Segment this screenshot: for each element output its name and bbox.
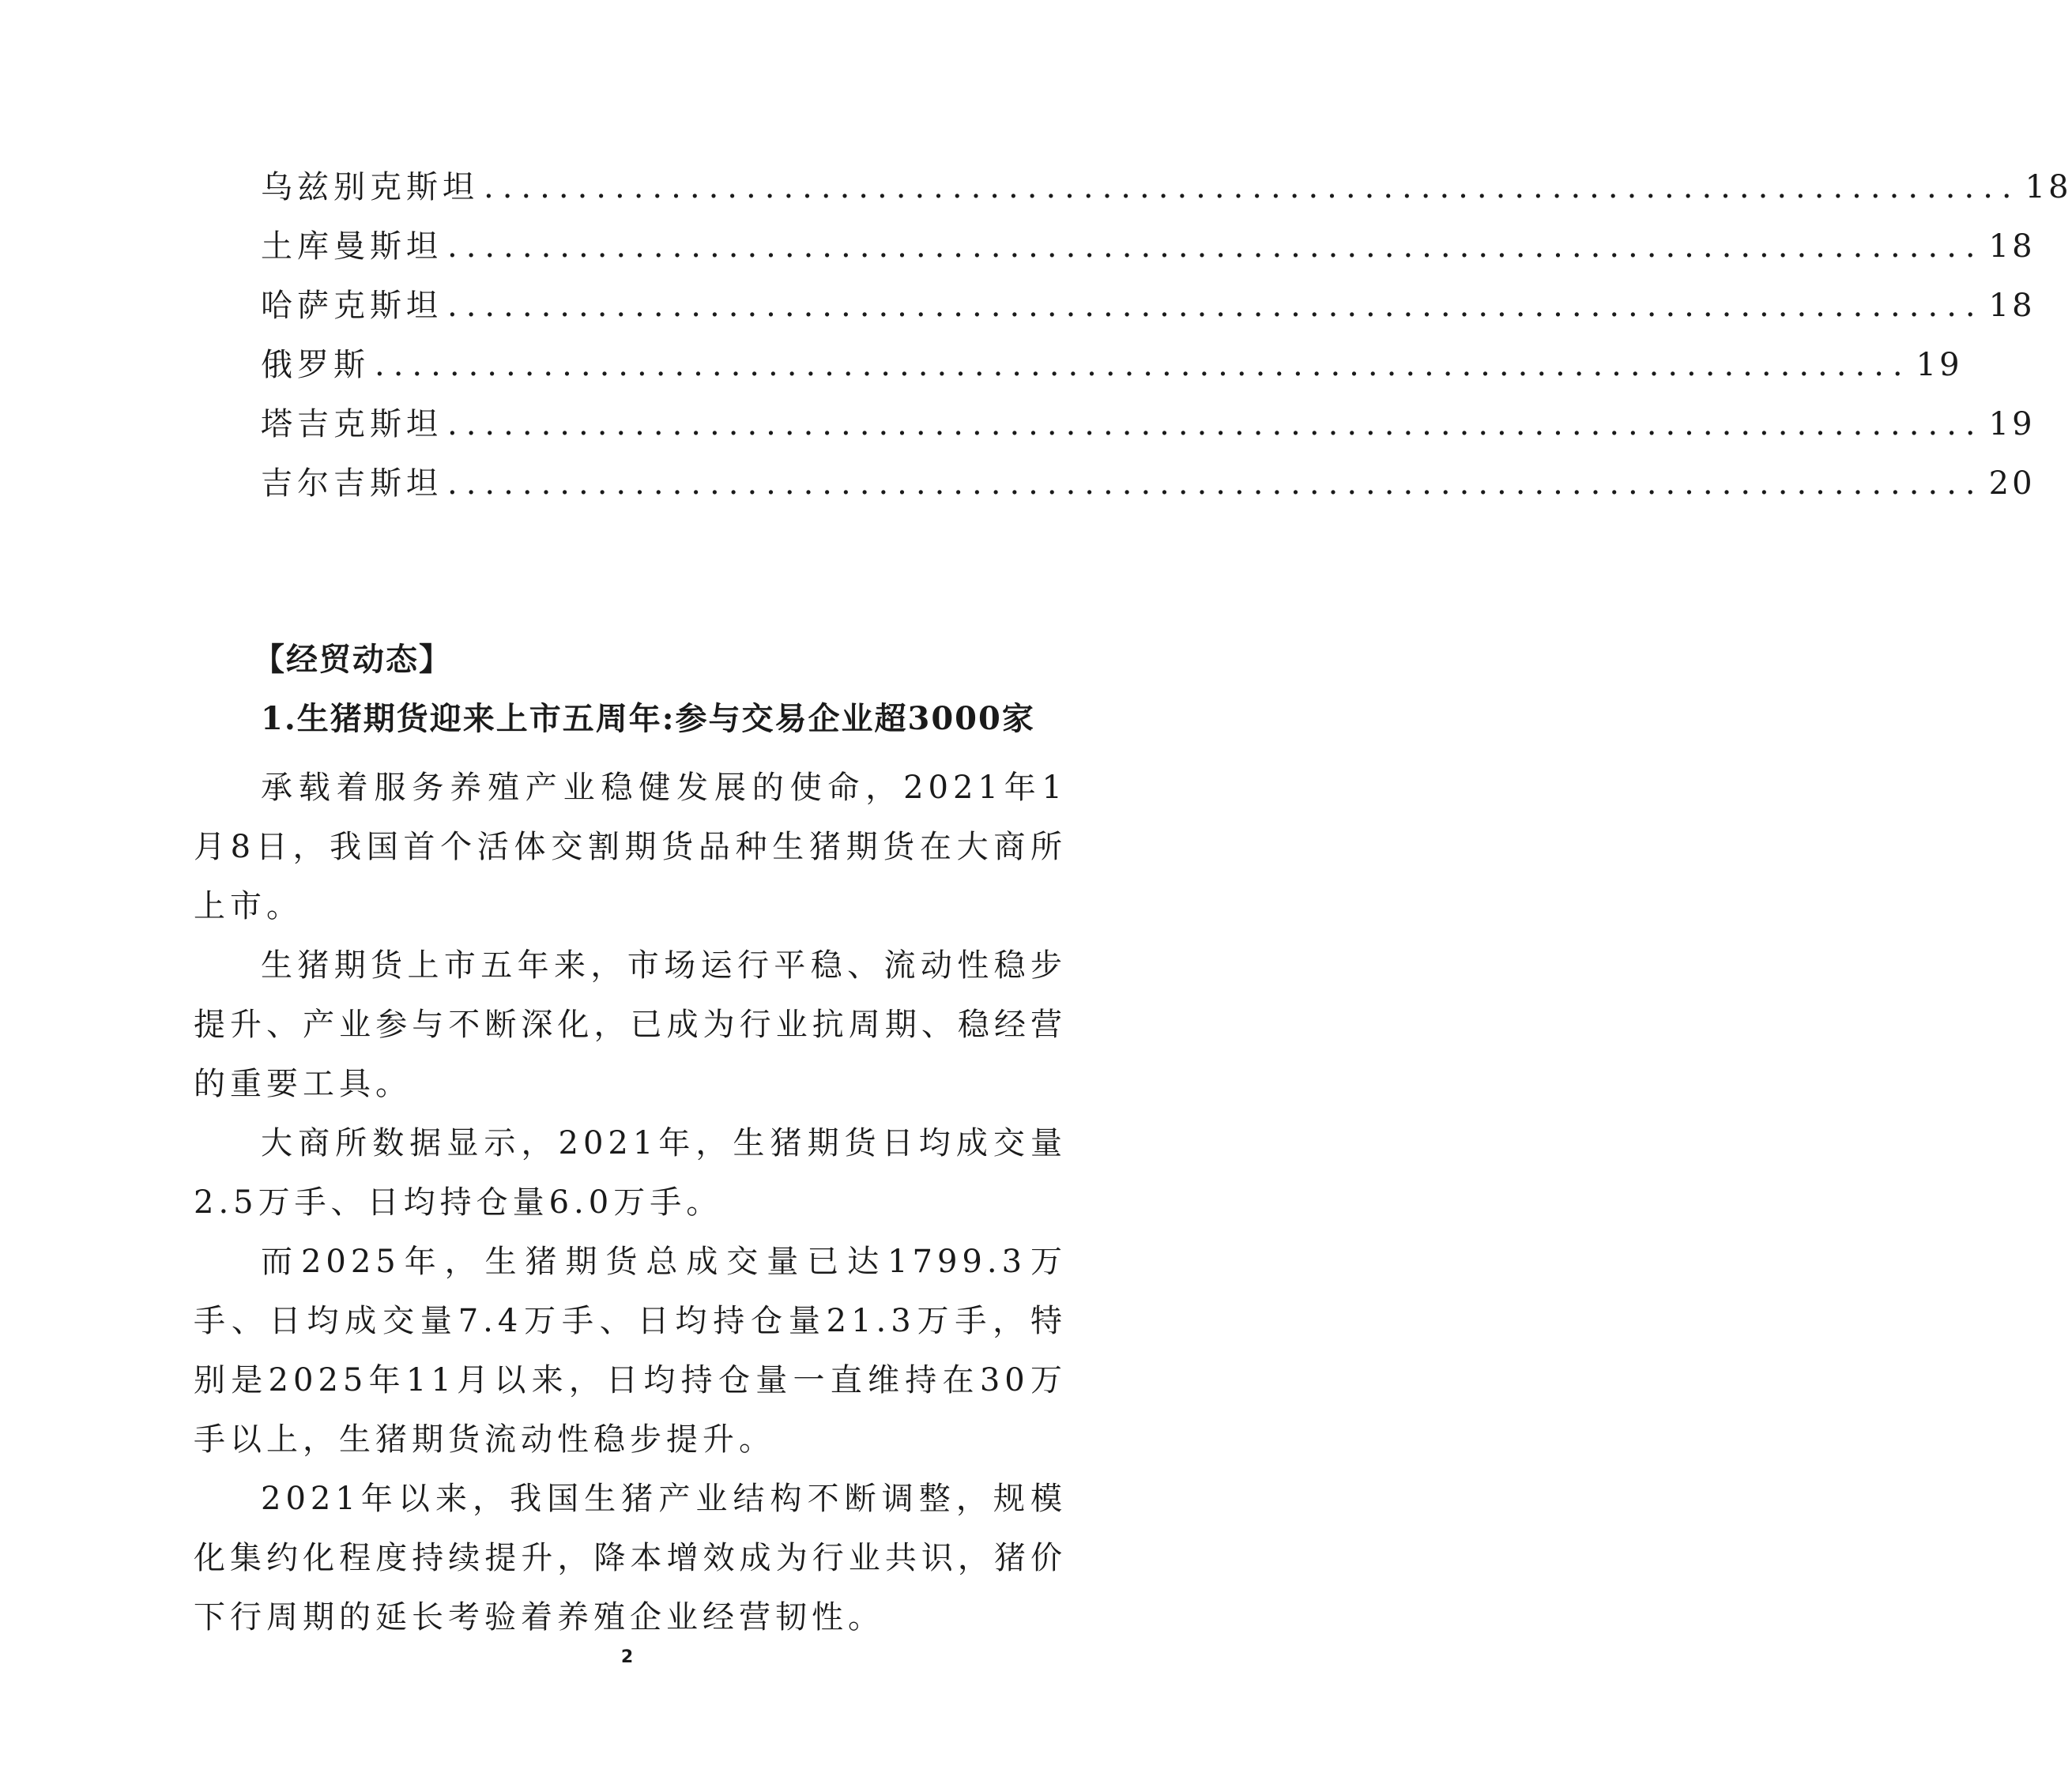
toc-entry-page: 20 (1988, 465, 2036, 502)
toc-leader-dots: .................................................................................. (447, 406, 1984, 442)
toc-leader-dots: .................................................................................. (375, 347, 1912, 383)
paragraph: 生猪期货上市五年来，市场运行平稳、流动性稳步提升、产业参与不断深化，已成为行业抗周期、稳经营的重要工具。 (194, 947, 1067, 1102)
toc-leader-dots: .................................................................................. (447, 465, 1984, 502)
toc-leader-dots: .................................................................................. (447, 228, 1984, 265)
toc-entry-label: 塔吉克斯坦 (261, 406, 443, 442)
paragraph: 大商所数据显示，2021年，生猪期货日均成交量2.5万手、日均持仓量6.0万手。 (194, 1125, 1067, 1221)
toc-entry[interactable] (261, 395, 2036, 454)
table-of-contents (261, 158, 2072, 514)
toc-entry-page: 19 (1988, 406, 2036, 442)
toc-entry-label: 吉尔吉斯坦 (261, 465, 443, 502)
toc-entry-label: 俄罗斯 (261, 347, 370, 383)
toc-entry-label: 乌兹别克斯坦 (261, 169, 479, 205)
toc-entry[interactable] (261, 454, 2036, 514)
paragraph: 承载着服务养殖产业稳健发展的使命，2021年1月8日，我国首个活体交割期货品种生猪期货在大商所上市。 (194, 770, 1067, 924)
toc-entry[interactable] (261, 217, 2036, 277)
section-heading: 【经贸动态】 (253, 641, 452, 678)
toc-entry-label: 哈萨克斯坦 (261, 288, 443, 324)
paragraph: 2021年以来，我国生猪产业结构不断调整，规模化集约化程度持续提升，降本增效成为行业共识，猪价下行周期的延长考验着养殖企业经营韧性。 (194, 1481, 1067, 1636)
toc-entry[interactable] (261, 158, 2072, 217)
toc-entry[interactable] (261, 336, 1963, 395)
toc-entry-page: 18 (1988, 288, 2036, 324)
page-number: 2 (620, 1647, 634, 1667)
toc-entry-page: 19 (1916, 347, 1963, 383)
toc-entry[interactable] (261, 277, 2036, 336)
toc-leader-dots: .................................................................................. (447, 288, 1984, 324)
toc-leader-dots: .................................................................................. (484, 169, 2021, 205)
toc-entry-page: 18 (1988, 228, 2036, 265)
toc-entry-label: 土库曼斯坦 (261, 228, 443, 265)
article-body (194, 759, 1067, 1647)
toc-entry-page: 18 (2025, 169, 2072, 205)
article-title: 1.生猪期货迎来上市五周年:参与交易企业超3000家 (261, 700, 1035, 737)
paragraph: 而2025年，生猪期货总成交量已达1799.3万手、日均成交量7.4万手、日均持仓量21.3万手，特别是2025年11月以来，日均持仓量一直维持在30万手以上，生猪期货流动性稳步提升。 (194, 1244, 1067, 1458)
